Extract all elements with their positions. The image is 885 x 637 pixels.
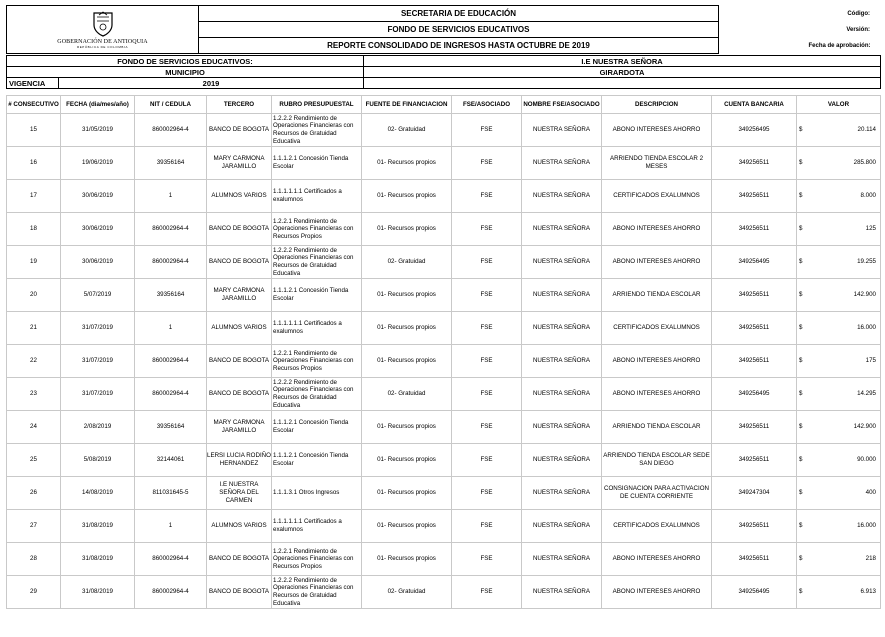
consecutivo-cell: 15	[7, 114, 61, 147]
table-row	[7, 576, 881, 609]
descripcion-cell: ARRIENDO TIENDA ESCOLAR SEDE SAN DIEGO	[602, 444, 712, 477]
descripcion-cell: ABONO INTERESES AHORRO	[602, 378, 712, 411]
table-row	[7, 345, 881, 378]
rubro-cell: 1.1.1.1.1.1 Certificados a exalumnos	[272, 180, 362, 213]
column-header: NIT / CEDULA	[135, 96, 207, 114]
nit-cell: 860002964-4	[135, 345, 207, 378]
nit-cell: 32144061	[135, 444, 207, 477]
cuenta-bancaria-cell: 349256511	[712, 543, 797, 576]
fecha-cell: 31/08/2019	[61, 543, 135, 576]
tercero-cell: BANCO DE BOGOTA	[207, 543, 272, 576]
nit-cell: 1	[135, 510, 207, 543]
tercero-cell: BANCO DE BOGOTA	[207, 345, 272, 378]
table-row	[7, 147, 881, 180]
fse-cell: FSE	[452, 477, 522, 510]
fondo-title: FONDO DE SERVICIOS EDUCATIVOS	[199, 22, 719, 38]
descripcion-cell: ARRIENDO TIENDA ESCOLAR	[602, 279, 712, 312]
nombre-fse-cell: NUESTRA SEÑORA	[522, 114, 602, 147]
fse-cell: FSE	[452, 576, 522, 609]
table-row	[7, 246, 881, 279]
fse-cell: FSE	[452, 147, 522, 180]
tercero-cell: MARY CARMONA JARAMILLO	[207, 279, 272, 312]
descripcion-cell: ABONO INTERESES AHORRO	[602, 213, 712, 246]
table-row	[7, 114, 881, 147]
nit-cell: 39356164	[135, 411, 207, 444]
valor-cell	[797, 147, 881, 180]
fecha-aprobacion-label: Fecha de aprobación:	[808, 42, 871, 49]
valor-amount: 20.114	[857, 126, 876, 133]
currency-symbol: $	[799, 291, 803, 298]
descripcion-cell: ARRIENDO TIENDA ESCOLAR	[602, 411, 712, 444]
coat-of-arms-icon	[92, 11, 114, 37]
fuente-cell: 01- Recursos propios	[362, 180, 452, 213]
fecha-cell: 19/06/2019	[61, 147, 135, 180]
column-header: # CONSECUTIVO	[7, 96, 61, 114]
valor-cell	[797, 213, 881, 246]
tercero-cell: BANCO DE BOGOTA	[207, 213, 272, 246]
currency-symbol: $	[799, 456, 803, 463]
cuenta-bancaria-cell: 349256495	[712, 378, 797, 411]
consecutivo-cell: 25	[7, 444, 61, 477]
cuenta-bancaria-cell: 349256511	[712, 510, 797, 543]
table-row	[7, 543, 881, 576]
consecutivo-cell: 23	[7, 378, 61, 411]
nit-cell: 1	[135, 312, 207, 345]
currency-symbol: $	[799, 588, 803, 595]
nombre-fse-cell: NUESTRA SEÑORA	[522, 246, 602, 279]
report-info	[6, 55, 881, 89]
valor-cell	[797, 114, 881, 147]
fecha-cell: 5/07/2019	[61, 279, 135, 312]
consecutivo-cell: 21	[7, 312, 61, 345]
valor-cell	[797, 345, 881, 378]
fuente-cell: 01- Recursos propios	[362, 510, 452, 543]
fecha-cell: 30/06/2019	[61, 213, 135, 246]
fuente-cell: 02- Gratuidad	[362, 576, 452, 609]
nombre-fse-cell: NUESTRA SEÑORA	[522, 213, 602, 246]
logo-cell	[7, 6, 199, 54]
fuente-cell: 01- Recursos propios	[362, 147, 452, 180]
nombre-fse-cell: NUESTRA SEÑORA	[522, 312, 602, 345]
valor-amount: 218	[865, 555, 876, 562]
column-header: NOMBRE FSE/ASOCIADO	[522, 96, 602, 114]
nit-cell: 39356164	[135, 279, 207, 312]
currency-symbol: $	[799, 522, 803, 529]
column-header: FUENTE DE FINANCIACION	[362, 96, 452, 114]
cuenta-bancaria-cell: 349256495	[712, 246, 797, 279]
nombre-fse-cell: NUESTRA SEÑORA	[522, 444, 602, 477]
currency-symbol: $	[799, 555, 803, 562]
column-header: FSE/ASOCIADO	[452, 96, 522, 114]
logo-title: GOBERNACIÓN DE ANTIOQUIA	[57, 38, 148, 45]
column-header: DESCRIPCION	[602, 96, 712, 114]
nombre-fse-cell: NUESTRA SEÑORA	[522, 510, 602, 543]
column-header: FECHA (dia/mes/año)	[61, 96, 135, 114]
valor-amount: 142.900	[853, 423, 876, 430]
fse-cell: FSE	[452, 213, 522, 246]
valor-amount: 285.800	[853, 159, 876, 166]
fecha-cell: 14/08/2019	[61, 477, 135, 510]
fecha-cell: 31/08/2019	[61, 510, 135, 543]
fecha-cell: 30/06/2019	[61, 246, 135, 279]
tercero-cell: BANCO DE BOGOTA	[207, 246, 272, 279]
rubro-cell: 1.2.2.1 Rendimiento de Operaciones Financieras con Recursos Propios	[272, 543, 362, 576]
nit-cell: 860002964-4	[135, 576, 207, 609]
fondo-label: FONDO DE SERVICIOS EDUCATIVOS:	[7, 56, 364, 67]
logo-subtitle: REPÚBLICA DE COLOMBIA	[76, 44, 129, 49]
valor-cell	[797, 312, 881, 345]
currency-symbol: $	[799, 357, 803, 364]
valor-amount: 175	[865, 357, 876, 364]
valor-amount: 16.000	[857, 324, 876, 331]
fecha-cell: 2/08/2019	[61, 411, 135, 444]
secretaria-title: SECRETARIA DE EDUCACIÓN	[199, 6, 719, 22]
table-header-row	[7, 96, 881, 114]
version-label: Versión:	[846, 26, 870, 33]
fuente-cell: 02- Gratuidad	[362, 378, 452, 411]
consecutivo-cell: 22	[7, 345, 61, 378]
table-row	[7, 312, 881, 345]
vigencia-value: 2019	[59, 78, 364, 89]
table-row	[7, 213, 881, 246]
codigo-label: Código:	[847, 10, 870, 17]
valor-cell	[797, 444, 881, 477]
valor-cell	[797, 543, 881, 576]
fecha-cell: 31/07/2019	[61, 312, 135, 345]
tercero-cell: I.E NUESTRA SEÑORA DEL CARMEN	[207, 477, 272, 510]
cuenta-bancaria-cell: 349256511	[712, 411, 797, 444]
nit-cell: 860002964-4	[135, 246, 207, 279]
descripcion-cell: ABONO INTERESES AHORRO	[602, 246, 712, 279]
descripcion-cell: ABONO INTERESES AHORRO	[602, 543, 712, 576]
report-header	[6, 5, 881, 54]
fse-cell: FSE	[452, 411, 522, 444]
currency-symbol: $	[799, 423, 803, 430]
rubro-cell: 1.2.2.1 Rendimiento de Operaciones Financieras con Recursos Propios	[272, 345, 362, 378]
fuente-cell: 01- Recursos propios	[362, 477, 452, 510]
rubro-cell: 1.2.2.2 Rendimiento de Operaciones Financieras con Recursos de Gratuidad Educativa	[272, 378, 362, 411]
nombre-fse-cell: NUESTRA SEÑORA	[522, 147, 602, 180]
descripcion-cell: CERTIFICADOS EXALUMNOS	[602, 312, 712, 345]
cuenta-bancaria-cell: 349256511	[712, 213, 797, 246]
fse-cell: FSE	[452, 543, 522, 576]
consecutivo-cell: 27	[7, 510, 61, 543]
tercero-cell: MARY CARMONA JARAMILLO	[207, 147, 272, 180]
fuente-cell: 02- Gratuidad	[362, 246, 452, 279]
nombre-fse-cell: NUESTRA SEÑORA	[522, 477, 602, 510]
table-row	[7, 279, 881, 312]
currency-symbol: $	[799, 390, 803, 397]
descripcion-cell: CERTIFICADOS EXALUMNOS	[602, 510, 712, 543]
descripcion-cell: ABONO INTERESES AHORRO	[602, 576, 712, 609]
fecha-cell: 5/08/2019	[61, 444, 135, 477]
tercero-cell: LERSI LUCIA RODIÑO HERNANDEZ	[207, 444, 272, 477]
fuente-cell: 01- Recursos propios	[362, 213, 452, 246]
cuenta-bancaria-cell: 349256511	[712, 147, 797, 180]
nombre-fse-cell: NUESTRA SEÑORA	[522, 576, 602, 609]
table-row	[7, 477, 881, 510]
descripcion-cell: ABONO INTERESES AHORRO	[602, 114, 712, 147]
nit-cell: 1	[135, 180, 207, 213]
cuenta-bancaria-cell: 349247304	[712, 477, 797, 510]
cuenta-bancaria-cell: 349256511	[712, 444, 797, 477]
table-row	[7, 411, 881, 444]
fse-cell: FSE	[452, 378, 522, 411]
vigencia-blank	[364, 78, 881, 89]
rubro-cell: 1.1.1.2.1 Concesión Tienda Escolar	[272, 147, 362, 180]
currency-symbol: $	[799, 489, 803, 496]
rubro-cell: 1.1.1.2.1 Concesión Tienda Escolar	[272, 411, 362, 444]
nit-cell: 860002964-4	[135, 114, 207, 147]
consecutivo-cell: 20	[7, 279, 61, 312]
nit-cell: 860002964-4	[135, 378, 207, 411]
valor-amount: 142.900	[853, 291, 876, 298]
tercero-cell: BANCO DE BOGOTA	[207, 576, 272, 609]
rubro-cell: 1.2.2.1 Rendimiento de Operaciones Financieras con Recursos Propios	[272, 213, 362, 246]
table-row	[7, 510, 881, 543]
fuente-cell: 01- Recursos propios	[362, 345, 452, 378]
tercero-cell: ALUMNOS VARIOS	[207, 180, 272, 213]
consecutivo-cell: 19	[7, 246, 61, 279]
valor-cell	[797, 378, 881, 411]
fecha-cell: 31/05/2019	[61, 114, 135, 147]
valor-cell	[797, 411, 881, 444]
currency-symbol: $	[799, 159, 803, 166]
currency-symbol: $	[799, 225, 803, 232]
rubro-cell: 1.2.2.2 Rendimiento de Operaciones Financieras con Recursos de Gratuidad Educativa	[272, 114, 362, 147]
fecha-cell: 31/07/2019	[61, 378, 135, 411]
ingresos-table-body	[7, 96, 881, 609]
valor-amount: 90.000	[857, 456, 876, 463]
column-header: TERCERO	[207, 96, 272, 114]
rubro-cell: 1.2.2.2 Rendimiento de Operaciones Financieras con Recursos de Gratuidad Educativa	[272, 246, 362, 279]
fuente-cell: 02- Gratuidad	[362, 114, 452, 147]
cuenta-bancaria-cell: 349256511	[712, 345, 797, 378]
fse-cell: FSE	[452, 510, 522, 543]
rubro-cell: 1.1.1.1.1.1 Certificados a exalumnos	[272, 312, 362, 345]
tercero-cell: BANCO DE BOGOTA	[207, 378, 272, 411]
fse-cell: FSE	[452, 279, 522, 312]
rubro-cell: 1.1.1.1.1.1 Certificados a exalumnos	[272, 510, 362, 543]
valor-amount: 125	[865, 225, 876, 232]
table-row	[7, 444, 881, 477]
fecha-cell: 31/08/2019	[61, 576, 135, 609]
fse-cell: FSE	[452, 444, 522, 477]
nit-cell: 860002964-4	[135, 213, 207, 246]
column-header: VALOR	[797, 96, 881, 114]
valor-amount: 14.295	[857, 390, 876, 397]
fse-cell: FSE	[452, 345, 522, 378]
descripcion-cell: CERTIFICADOS EXALUMNOS	[602, 180, 712, 213]
rubro-cell: 1.1.1.2.1 Concesión Tienda Escolar	[272, 444, 362, 477]
gobernacion-logo	[7, 6, 198, 53]
valor-amount: 19.255	[857, 258, 876, 265]
cuenta-bancaria-cell: 349256511	[712, 180, 797, 213]
fuente-cell: 01- Recursos propios	[362, 543, 452, 576]
fuente-cell: 01- Recursos propios	[362, 444, 452, 477]
descripcion-cell: ARRIENDO TIENDA ESCOLAR 2 MESES	[602, 147, 712, 180]
cuenta-bancaria-cell: 349256495	[712, 576, 797, 609]
nombre-fse-cell: NUESTRA SEÑORA	[522, 411, 602, 444]
consecutivo-cell: 28	[7, 543, 61, 576]
consecutivo-cell: 17	[7, 180, 61, 213]
nit-cell: 860002964-4	[135, 543, 207, 576]
fse-cell: FSE	[452, 180, 522, 213]
fecha-cell: 31/07/2019	[61, 345, 135, 378]
tercero-cell: MARY CARMONA JARAMILLO	[207, 411, 272, 444]
report-title: REPORTE CONSOLIDADO DE INGRESOS HASTA OCTUBRE DE 2019	[199, 38, 719, 54]
cuenta-bancaria-cell: 349256511	[712, 312, 797, 345]
consecutivo-cell: 18	[7, 213, 61, 246]
column-header: RUBRO PRESUPUESTAL	[272, 96, 362, 114]
fuente-cell: 01- Recursos propios	[362, 411, 452, 444]
valor-amount: 8.000	[860, 192, 876, 199]
nombre-fse-cell: NUESTRA SEÑORA	[522, 378, 602, 411]
nombre-fse-cell: NUESTRA SEÑORA	[522, 279, 602, 312]
currency-symbol: $	[799, 324, 803, 331]
consecutivo-cell: 24	[7, 411, 61, 444]
valor-amount: 400	[865, 489, 876, 496]
valor-cell	[797, 510, 881, 543]
cuenta-bancaria-cell: 349256495	[712, 114, 797, 147]
fecha-cell: 30/06/2019	[61, 180, 135, 213]
municipio-label: MUNICIPIO	[7, 67, 364, 78]
valor-cell	[797, 576, 881, 609]
fse-cell: FSE	[452, 312, 522, 345]
tercero-cell: ALUMNOS VARIOS	[207, 312, 272, 345]
consecutivo-cell: 26	[7, 477, 61, 510]
tercero-cell: BANCO DE BOGOTA	[207, 114, 272, 147]
consecutivo-cell: 16	[7, 147, 61, 180]
valor-cell	[797, 246, 881, 279]
descripcion-cell: ABONO INTERESES AHORRO	[602, 345, 712, 378]
fuente-cell: 01- Recursos propios	[362, 279, 452, 312]
descripcion-cell: CONSIGNACION PARA ACTIVACION DE CUENTA CORRIENTE	[602, 477, 712, 510]
fondo-value: I.E NUESTRA SEÑORA	[364, 56, 881, 67]
rubro-cell: 1.1.1.2.1 Concesión Tienda Escolar	[272, 279, 362, 312]
currency-symbol: $	[799, 258, 803, 265]
valor-cell	[797, 477, 881, 510]
valor-amount: 6.913	[860, 588, 876, 595]
currency-symbol: $	[799, 126, 803, 133]
tercero-cell: ALUMNOS VARIOS	[207, 510, 272, 543]
valor-cell	[797, 279, 881, 312]
fuente-cell: 01- Recursos propios	[362, 312, 452, 345]
municipio-value: GIRARDOTA	[364, 67, 881, 78]
nombre-fse-cell: NUESTRA SEÑORA	[522, 543, 602, 576]
nombre-fse-cell: NUESTRA SEÑORA	[522, 180, 602, 213]
fse-cell: FSE	[452, 114, 522, 147]
column-header: CUENTA BANCARIA	[712, 96, 797, 114]
nit-cell: 811031645-5	[135, 477, 207, 510]
vigencia-label: VIGENCIA	[7, 78, 59, 89]
table-row	[7, 180, 881, 213]
consecutivo-cell: 29	[7, 576, 61, 609]
currency-symbol: $	[799, 192, 803, 199]
table-row	[7, 378, 881, 411]
cuenta-bancaria-cell: 349256511	[712, 279, 797, 312]
valor-amount: 16.000	[857, 522, 876, 529]
valor-cell	[797, 180, 881, 213]
nit-cell: 39356164	[135, 147, 207, 180]
nombre-fse-cell: NUESTRA SEÑORA	[522, 345, 602, 378]
rubro-cell: 1.1.1.3.1 Otros Ingresos	[272, 477, 362, 510]
ingresos-table	[6, 95, 881, 609]
fse-cell: FSE	[452, 246, 522, 279]
rubro-cell: 1.2.2.2 Rendimiento de Operaciones Financieras con Recursos de Gratuidad Educativa	[272, 576, 362, 609]
